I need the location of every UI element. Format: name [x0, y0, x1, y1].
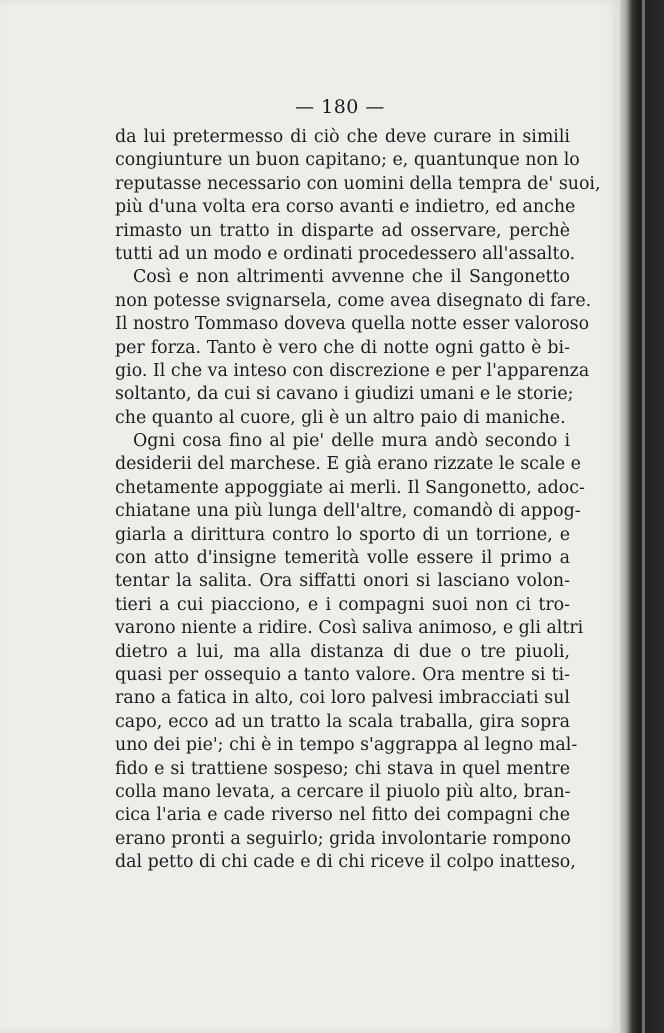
text-line: erano pronti a seguirlo; grida involontarie rompono	[115, 828, 572, 849]
text-line: Ogni cosa fino al pie' delle mura andò secondo i	[133, 431, 570, 452]
text-line: fido e si trattiene sospeso; chi stava in quel mentre	[115, 758, 570, 779]
text-line: per forza. Tanto è vero che di notte ogni gatto è bi-	[115, 337, 570, 358]
text-line: rano a fatica in alto, coi loro palvesi imbracciati sul	[115, 688, 570, 709]
spine-edge	[642, 0, 645, 1033]
text-line: con atto d'insigne temerità volle essere il primo a	[115, 548, 570, 569]
text-line: tutti ad un modo e ordinati procedessero all'assalto.	[115, 243, 576, 264]
page-number: — 180 —	[295, 96, 385, 118]
text-line: chetamente appoggiate ai merli. Il Sangonetto, adoc-	[115, 477, 585, 498]
text-line: Così e non altrimenti avvenne che il Sangonetto	[133, 267, 570, 288]
text-line: chiatane una più lunga dell'altre, comandò di appog-	[115, 501, 581, 522]
text-line: desiderii del marchese. E già erano rizzate le scale e	[115, 454, 581, 475]
text-line: più d'una volta era corso avanti e indietro, ed anche	[115, 197, 576, 218]
text-line: non potesse svignarsela, come avea disegnato di fare.	[115, 290, 592, 311]
text-line: rimasto un tratto in disparte ad osservare, perchè	[115, 220, 570, 241]
text-line: gio. Il che va inteso con discrezione e per l'apparenza	[115, 360, 590, 381]
text-line: capo, ecco ad un tratto la scala traballa, gira sopra	[115, 711, 570, 732]
text-line: soltanto, da cui si cavano i giudizi umani e le storie;	[115, 384, 574, 405]
text-line: tieri a cui piacciono, e i compagni suoi non ci tro-	[115, 594, 570, 615]
text-line: varono niente a ridire. Così saliva animoso, e gli altri	[115, 618, 584, 639]
text-line: congiunture un buon capitano; e, quantunque non lo	[115, 150, 580, 171]
text-line: giarla a dirittura contro lo sporto di un torrione, e	[115, 524, 570, 545]
text-line: tentar la salita. Ora siffatti onori si lasciano volon-	[115, 571, 570, 592]
text-line: uno dei pie'; chi è in tempo s'aggrappa al legno mal-	[115, 735, 578, 756]
body-text	[115, 126, 601, 875]
text-line: da lui pretermesso di ciò che deve curare in simili	[115, 127, 570, 147]
text-line: che quanto al cuore, gli è un altro paio di maniche.	[115, 407, 566, 428]
text-line: dietro a lui, ma alla distanza di due o tre piuoli,	[115, 641, 570, 662]
text-line: cica l'aria e cade riverso nel fitto dei compagni che	[115, 805, 570, 826]
text-line: reputasse necessario con uomini della tempra de' suoi,	[115, 173, 601, 194]
text-line: colla mano levata, a cercare il piuolo più alto, bran-	[115, 781, 571, 802]
text-line: dal petto di chi cade e di chi riceve il colpo inatteso,	[115, 852, 576, 873]
book-spine	[620, 0, 664, 1033]
text-line: quasi per ossequio a tanto valore. Ora mentre si ti-	[115, 664, 570, 685]
text-line: Il nostro Tommaso doveva quella notte esser valoroso	[115, 314, 590, 335]
